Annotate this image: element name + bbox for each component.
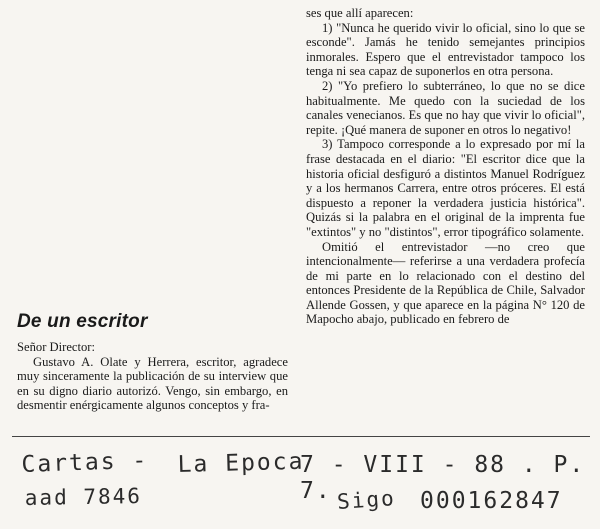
paragraph-4: Omitió el entrevistador —no creo que intencionalmente— referirse a una verdadera profecía de mi parte en lo relacionado con el destino del entonces Presidente de la República de Chile, Salvador Allende Gossen, y que aparece en la página N° 120 de Mapocho abajo, publicado en febrero de <box>306 239 585 327</box>
handwritten-newspaper: La Epoca <box>177 448 305 478</box>
handwritten-archive-code: aad 7846 <box>24 483 143 510</box>
clipping-bottom-edge <box>12 436 590 437</box>
handwritten-sigo: Sigo <box>336 485 397 514</box>
article-headline: De un escritor <box>17 311 148 332</box>
paragraph-1: Gustavo A. Olate y Herrera, escritor, agradece muy sinceramente la publicación de su interview que en su digno diario autorizó. Vengo, sin embargo, en desmentir enérgicamente algunos conceptos y fra- <box>17 354 288 413</box>
point-1-paragraph: 1) "Nunca he querido vivir lo oficial, sino lo que se esconde". Jamás he tenido semejantes principios inmorales. Espero que el entrevistador tampoco los tenga ni sea capaz de suponerlos en otra persona. <box>306 20 585 79</box>
handwritten-date-page: 7 - VIII - 88 . P. 7. <box>300 452 586 504</box>
left-column <box>17 340 288 413</box>
continuation-text: ses que allí aparecen: <box>306 6 414 20</box>
point-3-paragraph: 3) Tampoco corresponde a lo expresado por mí la frase destacada en el diario: "El escritor dice que la historia oficial desfiguró a distintos Manuel Rodríguez y a los hermanos Carrera, entre otros próceres. El está dispuesto a reponer la verdadera justicia histórica". Quizás si la palabra en el original de la imprenta fue "extintos" y no "distintos", error tipográfico solamente. <box>306 137 585 239</box>
handwritten-record-number: 000162847 <box>420 488 563 514</box>
point-2-paragraph: 2) "Yo prefiero lo subterráneo, lo que no se dice habitualmente. Me quedo con la suciedad de los canales venecianos. Es que no hay que vivir lo oficial", repite. ¡Qué manera de suponer en otros lo negativo! <box>306 78 585 137</box>
handwritten-source: Cartas - <box>21 447 149 478</box>
right-column <box>306 6 585 327</box>
salutation: Señor Director: <box>17 340 95 354</box>
